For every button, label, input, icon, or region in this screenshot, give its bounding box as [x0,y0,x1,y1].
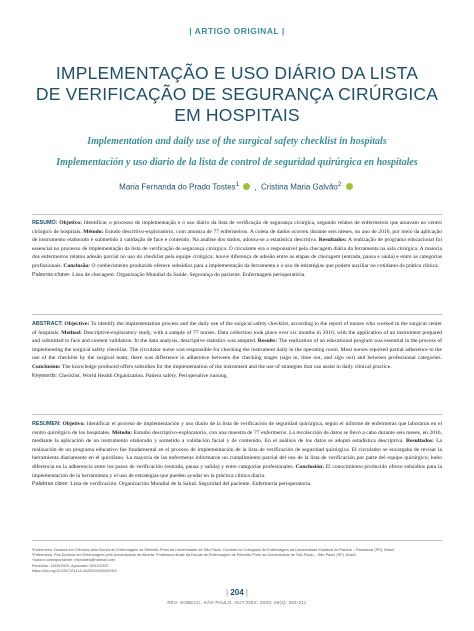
footnote: ¹Enfermeira. Doutora em Ciências pela Escola de Enfermagem de Ribeirão Preto da Universidade de São Paulo. Docente do Colegiado de Enfermagem da Universidade Estadual do Paraná – Paranavaí (PR), Brasil. [32,548,395,552]
footnote-corresponding-author[interactable]: *Autora correspondente: mfptostes@hotmail.com [32,558,115,563]
doi-link[interactable]: https://doi.org/10.5327/Z1414-4425202000040003 [32,568,117,573]
author-name: Maria Fernanda do Prado Tostes [119,182,236,192]
page-number-bar: | [226,588,231,597]
keywords-label: Palavras-chave: [32,271,71,278]
section-tag: | ARTIGO ORIGINAL | [189,26,285,36]
resultados-label: Resultados: [318,237,347,244]
page-number-block [0,588,474,597]
article-title [30,63,444,126]
conclusao-text: O conhecimento produzido oferece subsídios para a implementação da ferramenta e o uso de estratégias que podem auxiliar no cotidiano da prática clínica. [91,262,439,269]
objetivo-text: Identificar o processo de implementação e o uso diário da lista de verificação de segurança cirúrgica, segundo relatos de enfermeiros que atuavam no centro cirúrgico de hospitais. [32,220,443,235]
method-label: Method: [61,329,82,336]
objective-label: Objective: [64,321,90,327]
footnote-dates: Recebido: 13/05/2020. Aprovado: 09/10/2020 [32,563,109,568]
method-text: Descriptive-exploratory study, with a sample of 77 nurses. Data collection took place over six months in 2016, with the application of an instrument prepared and submitted to face and content validation. In the data analysis, descriptive statistics was adopted. [32,329,442,345]
orcid-icon[interactable] [243,183,250,190]
keywords-text: Lista de verificación. Organización Mundial de la Salud. Seguridad del paciente. Enfermería perioperatoria. [70,481,312,488]
resumen-block [32,420,442,489]
author-separator: , [254,182,257,192]
divider [32,314,442,315]
abstract-block [32,320,442,380]
keywords-label: Keywords: [32,372,58,379]
resultados-text: La realización de un programa educativo fue fundamental en el proceso de implementación de la lista de verificación de seguridad quirúrgica. El circulador se encargaba de revisar la herramienta diariamente en el quirófano. La mayoría de las enfermeras informaron un cumplimiento parcial del uso de la lista de verificación por parte del equipo quirúrgico; hubo diferencia en la adherencia entre los pasos de verificación (entrada, pausa y salida) y entre categorías profesionales. [32,438,443,470]
metodo-text: Estudo descritivo-exploratório, com amostra de 77 enfermeiros. A coleta de dados ocorreu durante seis meses, no ano de 2016, por meio da aplicação de instrumento elaborado e submetido à validação de face e conteúdo. Na análise dos dados, adotou-se a estatística descritiva. [32,228,442,244]
journal-reference: REV. SOBECC, SÃO PAULO. OUT./DEZ. 2020; 25(4): 204-211 [167,600,307,605]
conclusion-text: El conocimiento producido ofrece subsidios para la implementación de la herramienta y el uso de estrategias que pueden ayudar en la práctica clínica diaria. [32,463,442,479]
author-list [0,181,474,192]
results-label: Results: [257,338,278,345]
divider [32,214,442,215]
objective-text: To identify the implementation process and the daily use of the surgical safety checklist, according to the report of nurses who worked in the surgical center of hospitals. [32,321,442,336]
metodo-text: Estudio descriptivo-exploratorio, con una muestra de 77 enfermeros. La recolección de datos se llevó a cabo durante seis meses, en 2016, mediante la aplicación de un instrumento elaborado y sometido a validación facial y de contenido. En el análisis de los datos se adoptó estadística descriptiva. [32,429,442,445]
objetivo-label: Objetivo: [59,220,82,226]
objetivo-text: Identificar el proceso de implementación y uso diario de la lista de verificación de seguridad quirúrgica, según el informe de enfermeras que laboraron en el centro quirúrgico de los hospitales. [32,421,443,436]
metodo-label: Método: [111,429,133,436]
conclusao-label: Conclusão: [63,262,91,269]
conclusion-label: Conclusión: [295,463,325,470]
resumen-label: RESUMEN: [32,421,61,427]
author-affiliation: 2 [337,181,342,188]
orcid-icon[interactable] [346,183,353,190]
divider [32,540,442,541]
footnotes [32,548,442,574]
objetivo-label: Objetivo: [62,421,86,427]
resumo-label: RESUMO: [32,220,58,226]
page-number-bar: | [243,588,248,597]
subtitle-english: Implementation and daily use of the surgical safety checklist in hospitals [87,136,387,147]
metodo-label: Método: [83,228,104,235]
page-number: 204 [230,588,244,597]
resultados-text: A realização de programa educacional foi essencial no processo de implementação da lista de verificação de segurança cirúrgica. O circulante era o responsável pela checagem diária da ferramenta na sala cirúrgica. A maioria dos enfermeiros relatou adesão parcial no uso do checklist pela equipe cirúrgica; houve diferença de adesão entre as etapas de checagem (entrada, pausa e saída) e entre as categorias profissionais. [32,237,442,269]
divider [32,414,442,415]
author-affiliation: 1 [235,181,240,188]
results-text: The realization of an educational program was essential in the process of implementing the surgical safety checklist. The circulator nurse was responsible for checking the instrument daily in the operating room. Most nurses reported partial adherence to the use of the checklist by the surgical team; there was difference in adherence between the checking stages (sign in, time out, and sign out) and between professional categories. [32,338,442,362]
author-name: Cristina Maria Galvão [260,182,338,192]
keywords-text: Checklist. World Health Organization. Patient safety. Perioperative nursing. [58,372,228,379]
title-line-2: DE VERIFICAÇÃO DE SEGURANÇA CIRÚRGICA [35,84,439,104]
title-line-1: IMPLEMENTAÇÃO E USO DIÁRIO DA LISTA [55,63,419,83]
abstract-label: ABSTRACT: [32,321,63,327]
subtitle-spanish: Implementación y uso diario de la lista de control de seguridad quirúrgica en hospitales [56,157,418,168]
title-line-3: EM HOSPITAIS [174,105,300,125]
footnote: ²Enfermeira. Pós-Doutora em Enfermagem pela Universidade de Alberta. Professora titular da Escola de Enfermagem de Ribeirão Preto da Universidade de São Paulo – São Paulo (SP), Brasil. [32,553,357,558]
resultados-label: Resultados: [405,438,434,445]
conclusion-text: The knowledge produced offers subsidies for the implementation of the instrument and the use of strategies that can assist in daily clinical practice. [61,363,392,370]
resumo-block [32,219,442,279]
keywords-text: Lista de checagem. Organização Mundial da Saúde. Segurança do paciente. Enfermagem perioperatória. [72,271,306,278]
conclusion-label: Conclusion: [32,363,61,370]
keywords-label: Palabras clave: [32,481,69,488]
